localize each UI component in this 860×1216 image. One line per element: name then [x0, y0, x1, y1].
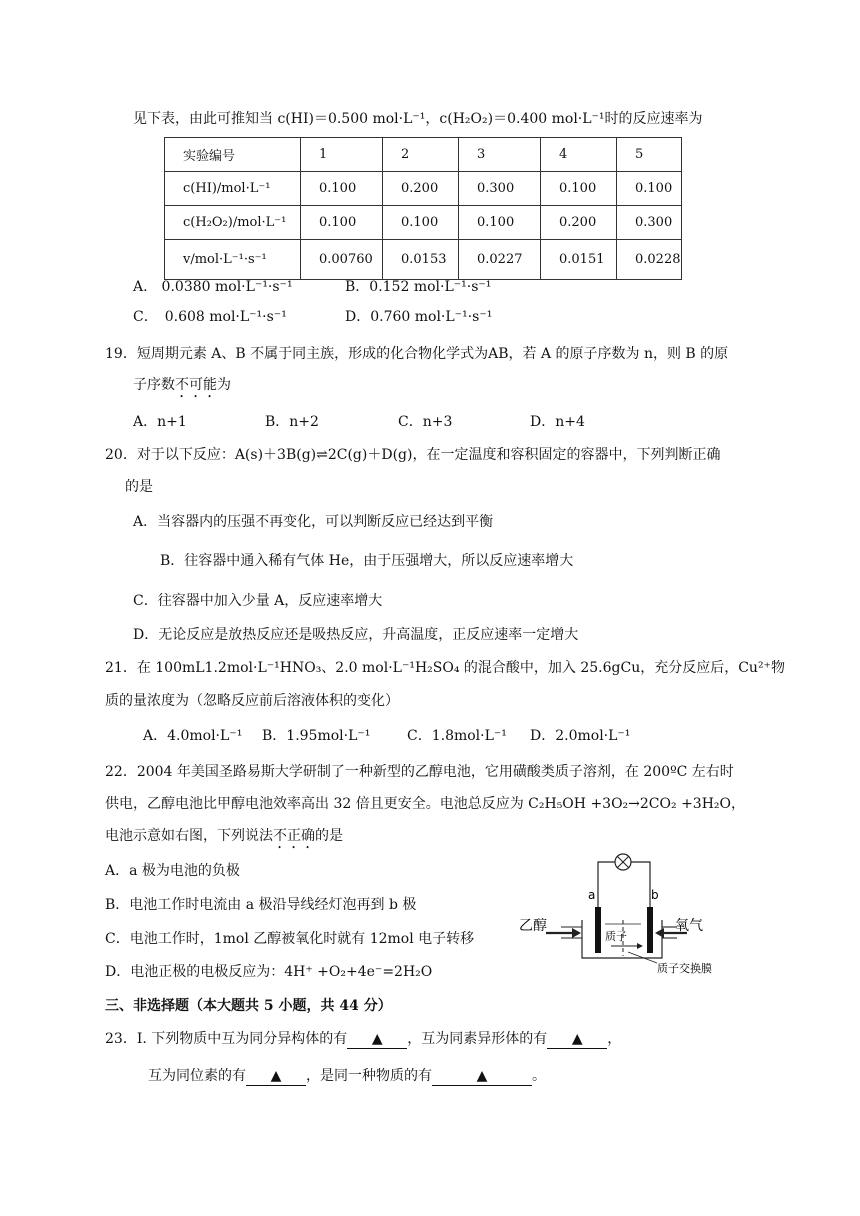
option-c[interactable]: C．1.8mol·L⁻¹	[407, 728, 507, 744]
table-cell: 3	[459, 138, 541, 172]
text-part: 。	[532, 1068, 546, 1084]
table-row	[165, 206, 682, 240]
table-cell: 0.100	[459, 206, 541, 240]
table-row	[165, 240, 682, 280]
label-oxygen: 氧气	[675, 918, 703, 934]
option-c[interactable]: C．往容器中加入少量 A，反应速率增大	[133, 593, 383, 609]
text-part: 为	[217, 377, 231, 393]
answer-blank[interactable]: ▲	[246, 1067, 306, 1086]
option-c[interactable]: C． 0.608 mol·L⁻¹·s⁻¹	[133, 309, 287, 325]
question-21-text: 21．在 100mL1.2mol·L⁻¹HNO₃、2.0 mol·L⁻¹H₂SO₄ 的混合酸中，加入 25.6gCu，充分反应后，Cu²⁺物	[105, 660, 785, 676]
question-20-text-2: 的是	[125, 479, 153, 495]
table-cell: c(H₂O₂)/mol·L⁻¹	[165, 206, 301, 240]
text-part: 电池示意如右图，下列说法	[105, 828, 273, 844]
table-cell: 5	[617, 138, 682, 172]
option-a[interactable]: A. 0.0380 mol·L⁻¹·s⁻¹	[133, 279, 293, 295]
option-a[interactable]: A．n+1	[133, 414, 187, 430]
question-22-text: 22．2004 年美国圣路易斯大学研制了一种新型的乙醇电池，它用磺酸类质子溶剂，在 200ºC 左右时	[105, 764, 734, 780]
question-22-text-2: 供电，乙醇电池比甲醇电池效率高出 32 倍且更安全。电池总反应为 C₂H₅OH +3O₂→2CO₂ +3H₂O，	[105, 796, 745, 812]
option-d[interactable]: D．电池正极的电极反应为：4H⁺ +O₂+4e⁻=2H₂O	[105, 964, 433, 980]
option-b[interactable]: B．n+2	[265, 414, 319, 430]
label-ethanol: 乙醇	[519, 918, 547, 934]
option-a[interactable]: A．4.0mol·L⁻¹	[143, 728, 243, 744]
table-cell: 4	[541, 138, 617, 172]
text-part: ，	[607, 1031, 622, 1047]
table-cell: 0.100	[541, 172, 617, 206]
label-membrane: 质子交换膜	[657, 962, 712, 975]
table-cell: 0.200	[541, 206, 617, 240]
option-b[interactable]: B．往容器中通入稀有气体 He，由于压强增大，所以反应速率增大	[160, 553, 574, 569]
label-proton: 质子	[605, 930, 627, 943]
question-20-text: 20．对于以下反应：A(s)＋3B(g)⇌2C(g)＋D(g)，在一定温度和容积固定的容器中，下列判断正确	[105, 447, 721, 463]
table-cell: 0.300	[617, 206, 682, 240]
option-d[interactable]: D．0.760 mol·L⁻¹·s⁻¹	[345, 309, 493, 325]
option-b[interactable]: B．0.152 mol·L⁻¹·s⁻¹	[345, 279, 492, 295]
fuel-cell-diagram	[515, 848, 715, 978]
text-part: 子序数	[133, 377, 175, 393]
emphasis-text: 不正确	[273, 828, 315, 844]
table-cell: 2	[383, 138, 459, 172]
text-part: ，互为同素异形体的有	[407, 1031, 548, 1047]
option-b[interactable]: B．1.95mol·L⁻¹	[262, 728, 371, 744]
table-cell: 实验编号	[165, 138, 301, 172]
question-intro: 见下表，由此可推知当 c(HI)＝0.500 mol·L⁻¹，c(H₂O₂)＝0.400 mol·L⁻¹时的反应速率为	[133, 111, 703, 127]
answer-blank[interactable]: ▲	[432, 1067, 532, 1086]
option-c[interactable]: C．n+3	[398, 414, 453, 430]
question-23-text	[105, 1029, 621, 1049]
answer-blank[interactable]: ▲	[547, 1030, 607, 1049]
option-a[interactable]: A．当容器内的压强不再变化，可以判断反应已经达到平衡	[133, 514, 494, 530]
table-cell: 0.100	[617, 172, 682, 206]
option-d[interactable]: D．无论反应是放热反应还是吸热反应，升高温度，正反应速率一定增大	[133, 627, 579, 643]
emphasis-text: 不可能	[175, 377, 217, 393]
table-cell: 0.100	[383, 206, 459, 240]
answer-blank[interactable]: ▲	[347, 1030, 407, 1049]
table-cell: 0.100	[301, 172, 383, 206]
label-a: a	[588, 888, 596, 902]
question-19-text: 19．短周期元素 A、B 不属于同主族，形成的化合物化学式为AB，若 A 的原子序数为 n，则 B 的原	[105, 346, 729, 362]
text-part: 23．I. 下列物质中互为同分异构体的有	[105, 1031, 348, 1047]
table-cell: 0.00760	[301, 240, 383, 280]
label-b: b	[651, 888, 659, 902]
lamp-icon	[615, 854, 631, 870]
table-cell: 0.0228	[617, 240, 682, 280]
option-b[interactable]: B．电池工作时电流由 a 极沿导线经灯泡再到 b 极	[105, 897, 417, 913]
table-cell: 0.0153	[383, 240, 459, 280]
table-cell: 0.0151	[541, 240, 617, 280]
text-part: 互为同位素的有	[148, 1068, 246, 1084]
table-cell: c(HI)/mol·L⁻¹	[165, 172, 301, 206]
question-19-text-2	[133, 375, 231, 401]
section-heading: 三、非选择题（本大题共 5 小题，共 44 分）	[105, 998, 392, 1014]
rate-data-table	[164, 137, 682, 280]
text-part: ，是同一种物质的有	[306, 1068, 432, 1084]
table-cell: 0.0227	[459, 240, 541, 280]
option-a[interactable]: A．a 极为电池的负极	[105, 863, 240, 879]
table-row	[165, 172, 682, 206]
table-cell: 0.100	[301, 206, 383, 240]
option-d[interactable]: D．n+4	[530, 414, 585, 430]
table-cell: 0.200	[383, 172, 459, 206]
table-row	[165, 138, 682, 172]
text-part: 的是	[315, 828, 343, 844]
option-d[interactable]: D．2.0mol·L⁻¹	[530, 728, 631, 744]
question-23-text-2	[148, 1066, 546, 1086]
table-cell: 0.300	[459, 172, 541, 206]
table-cell: 1	[301, 138, 383, 172]
table-cell: v/mol·L⁻¹·s⁻¹	[165, 240, 301, 280]
question-21-text-2: 质的量浓度为（忽略反应前后溶液体积的变化）	[105, 693, 399, 709]
option-c[interactable]: C．电池工作时，1mol 乙醇被氧化时就有 12mol 电子转移	[105, 931, 475, 947]
question-22-text-3	[105, 826, 343, 852]
